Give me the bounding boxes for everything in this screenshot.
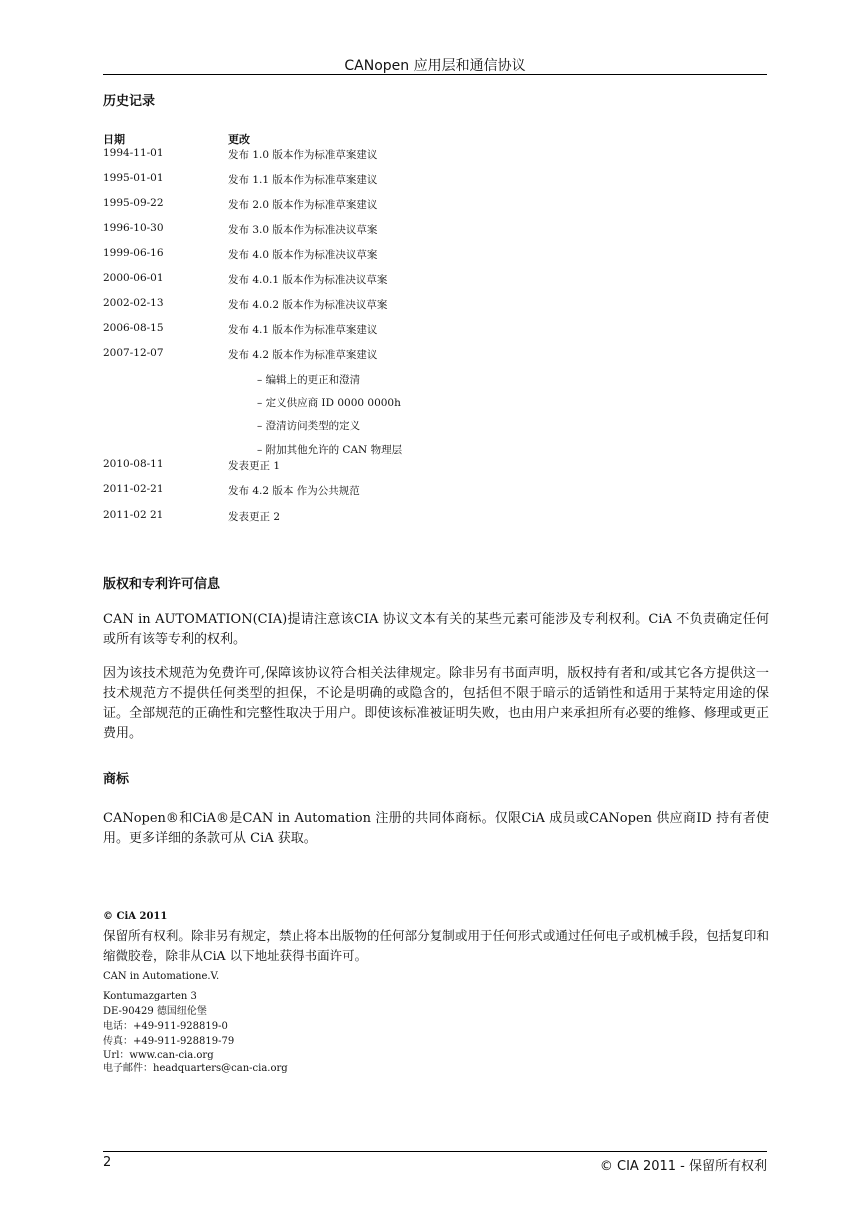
history-bullet: – 定义供应商 ID 0000 0000h <box>257 397 401 409</box>
history-heading: 历史记录 <box>103 94 156 109</box>
history-row-date: 2011-02-21 <box>103 483 164 495</box>
history-row-change: 发布 4.1 版本作为标准草案建议 <box>228 324 378 336</box>
history-bullet: – 附加其他允许的 CAN 物理层 <box>257 444 403 456</box>
history-row-date: 1999-06-16 <box>103 247 164 259</box>
footer-rule <box>103 1151 767 1152</box>
copyright-heading: 版权和专利许可信息 <box>103 577 221 592</box>
history-row-change: 发布 3.0 版本作为标准决议草案 <box>228 224 378 236</box>
history-row-change: 发布 4.0.2 版本作为标准决议草案 <box>228 299 388 311</box>
history-row-date: 1996-10-30 <box>103 222 164 234</box>
history-row-date: 2002-02-13 <box>103 297 164 309</box>
imprint-email: 电子邮件：headquarters@can-cia.org <box>103 1063 288 1074</box>
history-col-date: 日期 <box>103 133 125 146</box>
history-row-date: 1994-11-01 <box>103 147 164 159</box>
imprint-rights: 保留所有权利。除非另有规定，禁止将本出版物的任何部分复制或用于任何形式或通过任何电子或机械手段，包括复印和缩微胶卷，除非从CiA 以下地址获得书面许可。 <box>103 928 769 963</box>
history-row-change: 发表更正 2 <box>228 511 281 523</box>
history-row-date: 2010-08-11 <box>103 458 164 470</box>
imprint-fax: 传真：+49-911-928819-79 <box>103 1036 235 1047</box>
footer-copyright: © CIA 2011 - 保留所有权利 <box>599 1159 767 1174</box>
imprint-copyright: © CiA 2011 <box>103 911 168 922</box>
history-row-change: 发布 4.2 版本作为标准草案建议 <box>228 349 378 361</box>
history-row-date: 2007-12-07 <box>103 347 164 359</box>
header-rule <box>103 74 767 75</box>
history-row-date: 2011-02 21 <box>103 509 164 521</box>
history-row-date: 1995-09-22 <box>103 197 164 209</box>
history-row-change: 发布 4.0.1 版本作为标准决议草案 <box>228 274 388 286</box>
history-row-change: 发表更正 1 <box>228 460 281 472</box>
page-header-title: CANopen 应用层和通信协议 <box>344 58 526 74</box>
imprint-street: Kontumazgarten 3 <box>103 991 197 1002</box>
history-row-change: 发布 1.1 版本作为标准草案建议 <box>228 174 378 186</box>
history-row-change: 发布 4.2 版本 作为公共规范 <box>228 485 360 497</box>
history-row-change: 发布 1.0 版本作为标准草案建议 <box>228 149 378 161</box>
history-row-date: 2006-08-15 <box>103 322 164 334</box>
trademark-paragraph: CANopen®和CiA®是CAN in Automation 注册的共同体商标。仅限CiA 成员或CANopen 供应商ID 持有者使用。更多详细的条款可从 CiA 获取。 <box>103 811 769 846</box>
history-row-date: 2000-06-01 <box>103 272 164 284</box>
history-row-change: 发布 4.0 版本作为标准决议草案 <box>228 249 378 261</box>
imprint-city: DE-90429 德国纽伦堡 <box>103 1006 207 1017</box>
trademark-heading: 商标 <box>103 772 130 787</box>
imprint-url: Url：www.can-cia.org <box>103 1050 214 1061</box>
copyright-paragraph-2: 因为该技术规范为免费许可,保障该协议符合相关法律规定。除非另有书面声明，版权持有者和/或其它各方提供这一技术规范方不提供任何类型的担保，不论是明确的或隐含的，包括但不限于暗示的适销性和适用于某特定用途的保证。全部规范的正确性和完整性取决于用户。即使该标准被证明失败，也由用户来承担所有必要的维修、修理或更正费用。 <box>103 666 769 741</box>
history-row-change: 发布 2.0 版本作为标准草案建议 <box>228 199 378 211</box>
imprint-phone: 电话：+49-911-928819-0 <box>103 1021 228 1032</box>
history-bullet: – 编辑上的更正和澄清 <box>257 374 361 386</box>
footer-page-number: 2 <box>103 1155 112 1170</box>
history-col-change: 更改 <box>228 133 250 146</box>
copyright-paragraph-1: CAN in AUTOMATION(CIA)提请注意该CIA 协议文本有关的某些元素可能涉及专利权利。CiA 不负责确定任何或所有该等专利的权利。 <box>103 612 769 647</box>
history-bullet: – 澄清访问类型的定义 <box>257 420 361 432</box>
imprint-org: CAN in Automatione.V. <box>103 971 220 982</box>
history-row-date: 1995-01-01 <box>103 172 164 184</box>
